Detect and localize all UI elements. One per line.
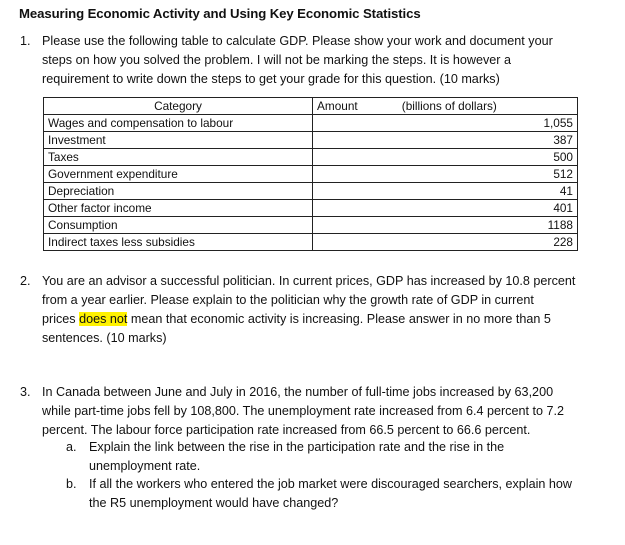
question-3a-line: unemployment rate. xyxy=(89,459,201,473)
units-header: (billions of dollars) xyxy=(398,98,578,115)
question-1-line: steps on how you solved the problem. I will not be marking the steps. It is however a xyxy=(42,53,512,67)
table-row xyxy=(44,234,578,251)
question-3-line: percent. The labour force participation rate increased from 66.5 percent to 66.6 percent. xyxy=(42,423,531,437)
table-row xyxy=(44,217,578,234)
question-3b-letter: b. xyxy=(66,477,77,491)
question-3-line: while part-time jobs fell by 108,800. The unemployment rate increased from 6.4 percent to 7.2 xyxy=(42,404,564,418)
question-3-number: 3. xyxy=(20,385,31,399)
category-header: Category xyxy=(44,98,313,115)
gdp-table xyxy=(43,97,578,251)
row-category: Indirect taxes less subsidies xyxy=(44,234,313,251)
row-value: 387 xyxy=(313,132,578,149)
question-2-line: from a year earlier. Please explain to the politician why the growth rate of GDP in current xyxy=(42,293,534,307)
row-category: Consumption xyxy=(44,217,313,234)
row-value: 1,055 xyxy=(313,115,578,132)
table-row xyxy=(44,115,578,132)
question-2-line: sentences. (10 marks) xyxy=(42,331,167,345)
table-row xyxy=(44,149,578,166)
row-value: 500 xyxy=(313,149,578,166)
question-3-text xyxy=(42,383,564,440)
highlighted-text: does not xyxy=(79,312,128,326)
row-value: 41 xyxy=(313,183,578,200)
row-category: Other factor income xyxy=(44,200,313,217)
question-3a-line: Explain the link between the rise in the participation rate and the rise in the xyxy=(89,440,505,454)
question-3a-letter: a. xyxy=(66,440,77,454)
question-1-line: Please use the following table to calculate GDP. Please show your work and document your xyxy=(42,34,553,48)
question-1-line: requirement to write down the steps to get your grade for this question. (10 marks) xyxy=(42,72,500,86)
row-value: 512 xyxy=(313,166,578,183)
row-value: 228 xyxy=(313,234,578,251)
row-category: Depreciation xyxy=(44,183,313,200)
row-value: 401 xyxy=(313,200,578,217)
row-category: Taxes xyxy=(44,149,313,166)
table-row xyxy=(44,183,578,200)
question-2-text-after-highlight: mean that economic activity is increasing. Please answer in no more than 5 xyxy=(127,312,551,326)
table-row xyxy=(44,166,578,183)
question-3b-text xyxy=(89,475,572,513)
question-1-number: 1. xyxy=(20,34,31,48)
table-header-row xyxy=(44,98,578,115)
row-category: Wages and compensation to labour xyxy=(44,115,313,132)
question-1-text xyxy=(42,32,553,89)
table-row xyxy=(44,132,578,149)
question-2-number: 2. xyxy=(20,274,31,288)
row-category: Government expenditure xyxy=(44,166,313,183)
question-3a-text xyxy=(89,438,504,476)
row-value: 1188 xyxy=(313,217,578,234)
page-title: Measuring Economic Activity and Using Key Economic Statistics xyxy=(19,6,421,21)
amount-header: Amount xyxy=(313,98,398,115)
question-2-line xyxy=(42,310,575,329)
question-3-line: In Canada between June and July in 2016, the number of full-time jobs increased by 63,200 xyxy=(42,385,554,399)
question-2-text xyxy=(42,272,575,348)
question-3b-line: If all the workers who entered the job market were discouraged searchers, explain how xyxy=(89,477,573,491)
question-3b-line: the R5 unemployment would have changed? xyxy=(89,496,339,510)
row-category: Investment xyxy=(44,132,313,149)
question-2-line: You are an advisor a successful politician. In current prices, GDP has increased by 10.8 percent xyxy=(42,274,576,288)
table-row xyxy=(44,200,578,217)
question-2-text-before-highlight: prices xyxy=(42,312,80,326)
